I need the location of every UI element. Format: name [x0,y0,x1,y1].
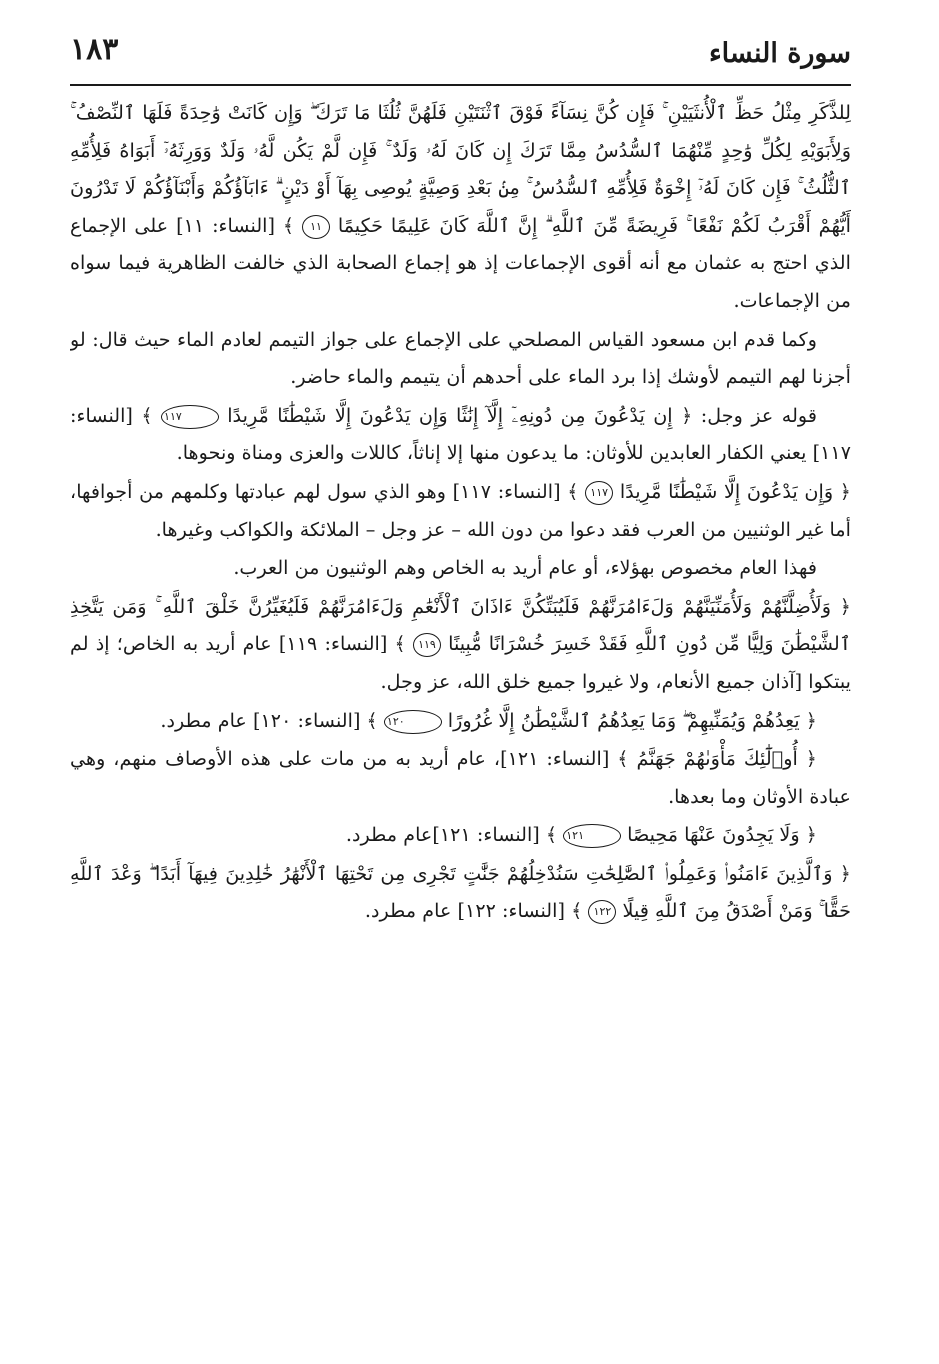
surah-title: سورة النساء [708,38,851,69]
intro-text: قوله عز وجل: [700,403,817,427]
opening-bracket: ﴿ [805,708,817,732]
verse-reference: [النساء: ١٢١]عام مطرد. [345,823,540,847]
verse-reference: [النساء: ١١٧] [70,403,851,465]
ayah-number-marker: ١١ [302,215,330,239]
closing-bracket: ﴾ [567,479,579,503]
ayah-number-marker: ١١٧ [585,481,613,505]
paragraph-5 [70,549,851,587]
commentary-text: عام أريد به الخاص؛ إذ لم يبتكوا [آذان جميع الأنعام، ولا غيروا جميع خلق الله، عز وجل. [70,632,851,693]
page-body [70,94,851,1324]
closing-bracket: ﴾ [366,708,378,732]
paragraph-6 [70,588,851,701]
paragraph-10 [70,855,851,930]
verse-reference: [النساء: ١١٧] [452,479,561,503]
commentary-text: عام أريد به من مات على هذه الأوصاف منهم، وهي عبادة الأوثان وما بعدها. [70,747,851,808]
ayah-number-marker: ١١٩ [413,633,441,657]
commentary-text: على الإجماع الذي احتج به عثمان مع أنه أقوى الإجماعات إذ هو إجماع الصحابة الذي خالفت الظاهرية فيما سواه من الإجماعات. [70,213,851,312]
opening-bracket: ﴿ [805,747,817,771]
quran-verse: لِلذَّكَرِ مِثْلُ حَظِّ ٱلْأُنثَيَيْنِ ۚ فَإِن كُنَّ نِسَآءً فَوْقَ ٱثْنَتَيْنِ فَلَهُنَّ ثُلُثَا مَا تَرَكَ ۖ وَإِن كَانَتْ وَٰحِدَةً فَلَهَا ٱلنِّصْفُ ۚ وَلِأَبَوَيْهِ لِكُلِّ وَٰحِدٍ مِّنْهُمَا ٱلسُّدُسُ مِمَّا تَرَكَ إِن كَانَ لَهُۥ وَلَدٌ ۚ فَإِن لَّمْ يَكُن لَّهُۥ وَلَدٌ وَوَرِثَهُۥٓ أَبَوَاهُ فَلِأُمِّهِ ٱلثُّلُثُ ۚ فَإِن كَانَ لَهُۥٓ إِخْوَةٌ فَلِأُمِّهِ ٱلسُّدُسُ ۚ مِنۢ بَعْدِ وَصِيَّةٍ يُوصِى بِهَآ أَوْ دَيْنٍ ۗ ءَابَآؤُكُمْ وَأَبْنَآؤُكُمْ لَا تَدْرُونَ أَيُّهُمْ أَقْرَبُ لَكُمْ نَفْعًا ۚ فَرِيضَةً مِّنَ ٱللَّهِ ۗ إِنَّ ٱللَّهَ كَانَ عَلِيمًا حَكِيمًا [70,101,851,237]
header-divider [70,84,851,86]
quran-verse: وَلَا يَجِدُونَ عَنْهَا مَحِيصًا [627,823,800,847]
paragraph-2 [70,321,851,396]
opening-bracket: ﴿ [839,594,851,618]
verse-reference: [النساء: ١٢٠] [253,708,361,732]
commentary-text: وهو الذي سول لهم عبادتها وكلمهم من أجوافها، أما غير الوثنيين من العرب فقد دعوا من دون الله – عز وجل – الملائكة والكواكب وغيرها. [70,479,851,541]
quran-verse: وَٱلَّذِينَ ءَامَنُوا۟ وَعَمِلُوا۟ ٱلصَّٰلِحَٰتِ سَنُدْخِلُهُمْ جَنَّٰتٍ تَجْرِى مِن تَحْتِهَا ٱلْأَنْهَٰرُ خَٰلِدِينَ فِيهَآ أَبَدًا ۖ وَعْدَ ٱللَّهِ حَقًّا ۚ وَمَنْ أَصْدَقُ مِنَ ٱللَّهِ قِيلًا [70,861,851,923]
paragraph-1 [70,94,851,320]
paragraph-7 [70,702,851,740]
verse-reference: [النساء: ١١٩] [278,632,388,656]
commentary-text: يعني الكفار العابدين للأوثان: ما يدعون منها إلا إناثاً، كاللات والعزى ومناة ونحوها. [176,441,807,465]
verse-reference: [النساء: ١٢٢] [457,899,565,923]
closing-bracket: ﴾ [282,213,295,237]
ayah-number-marker: ١١٧ [161,405,219,429]
quran-verse: أُو۟لَٰٓئِكَ مَأْوَىٰهُمْ جَهَنَّمُ [636,747,798,771]
closing-bracket: ﴾ [394,632,406,656]
opening-bracket: ﴿ [839,479,851,503]
paragraph-4 [70,473,851,548]
commentary-text: وكما قدم ابن مسعود القياس المصلحي على الإجماع على جواز التيمم لعادم الماء حيث قال: لو أجزنا لهم التيمم لأوشك إذا برد الماء على أحدهم أن يتيمم والماء حاضر. [70,327,851,389]
opening-bracket: ﴿ [681,403,693,427]
paragraph-9 [70,816,851,854]
ayah-number-marker: ١٢١ [563,824,621,848]
page-header [70,26,851,84]
paragraph-8 [70,740,851,815]
opening-bracket: ﴿ [839,861,851,885]
quran-verse: وَإِن يَدْعُونَ إِلَّا شَيْطَٰنًا مَّرِيدًا [619,479,834,503]
commentary-text: عام مطرد. [364,899,452,923]
closing-bracket: ﴾ [617,747,629,771]
closing-bracket: ﴾ [571,899,583,923]
opening-bracket: ﴿ [805,823,817,847]
ayah-number-marker: ١٢٢ [588,900,616,924]
closing-bracket: ﴾ [141,403,153,427]
paragraph-3 [70,397,851,472]
quran-verse: يَعِدُهُمْ وَيُمَنِّيهِمْ ۖ وَمَا يَعِدُهُمُ ٱلشَّيْطَٰنُ إِلَّا غُرُورًا [447,708,800,732]
quran-verse: إِن يَدْعُونَ مِن دُونِهِۦٓ إِلَّآ إِنَٰثًا وَإِن يَدْعُونَ إِلَّا شَيْطَٰنًا مَّرِيدًا [227,403,673,427]
quran-verse: وَلَأُضِلَّنَّهُمْ وَلَأُمَنِّيَنَّهُمْ وَلَءَامُرَنَّهُمْ فَلَيُبَتِّكُنَّ ءَاذَانَ ٱلْأَنْعَٰمِ وَلَءَامُرَنَّهُمْ فَلَيُغَيِّرُنَّ خَلْقَ ٱللَّهِ ۚ وَمَن يَتَّخِذِ ٱلشَّيْطَٰنَ وَلِيًّا مِّن دُونِ ٱللَّهِ فَقَدْ خَسِرَ خُسْرَانًا مُّبِينًا [70,594,851,656]
commentary-text: عام مطرد. [160,708,247,732]
verse-reference: [النساء: ١١] [176,213,275,237]
ayah-number-marker: ١٢٠ [384,710,442,734]
closing-bracket: ﴾ [545,823,558,847]
verse-reference: [النساء: ١٢١]، [493,747,610,771]
page-number: ١٨٣ [70,32,119,67]
commentary-text: فهذا العام مخصوص بهؤلاء، أو عام أريد به الخاص وهم الوثنيون من العرب. [233,556,817,580]
